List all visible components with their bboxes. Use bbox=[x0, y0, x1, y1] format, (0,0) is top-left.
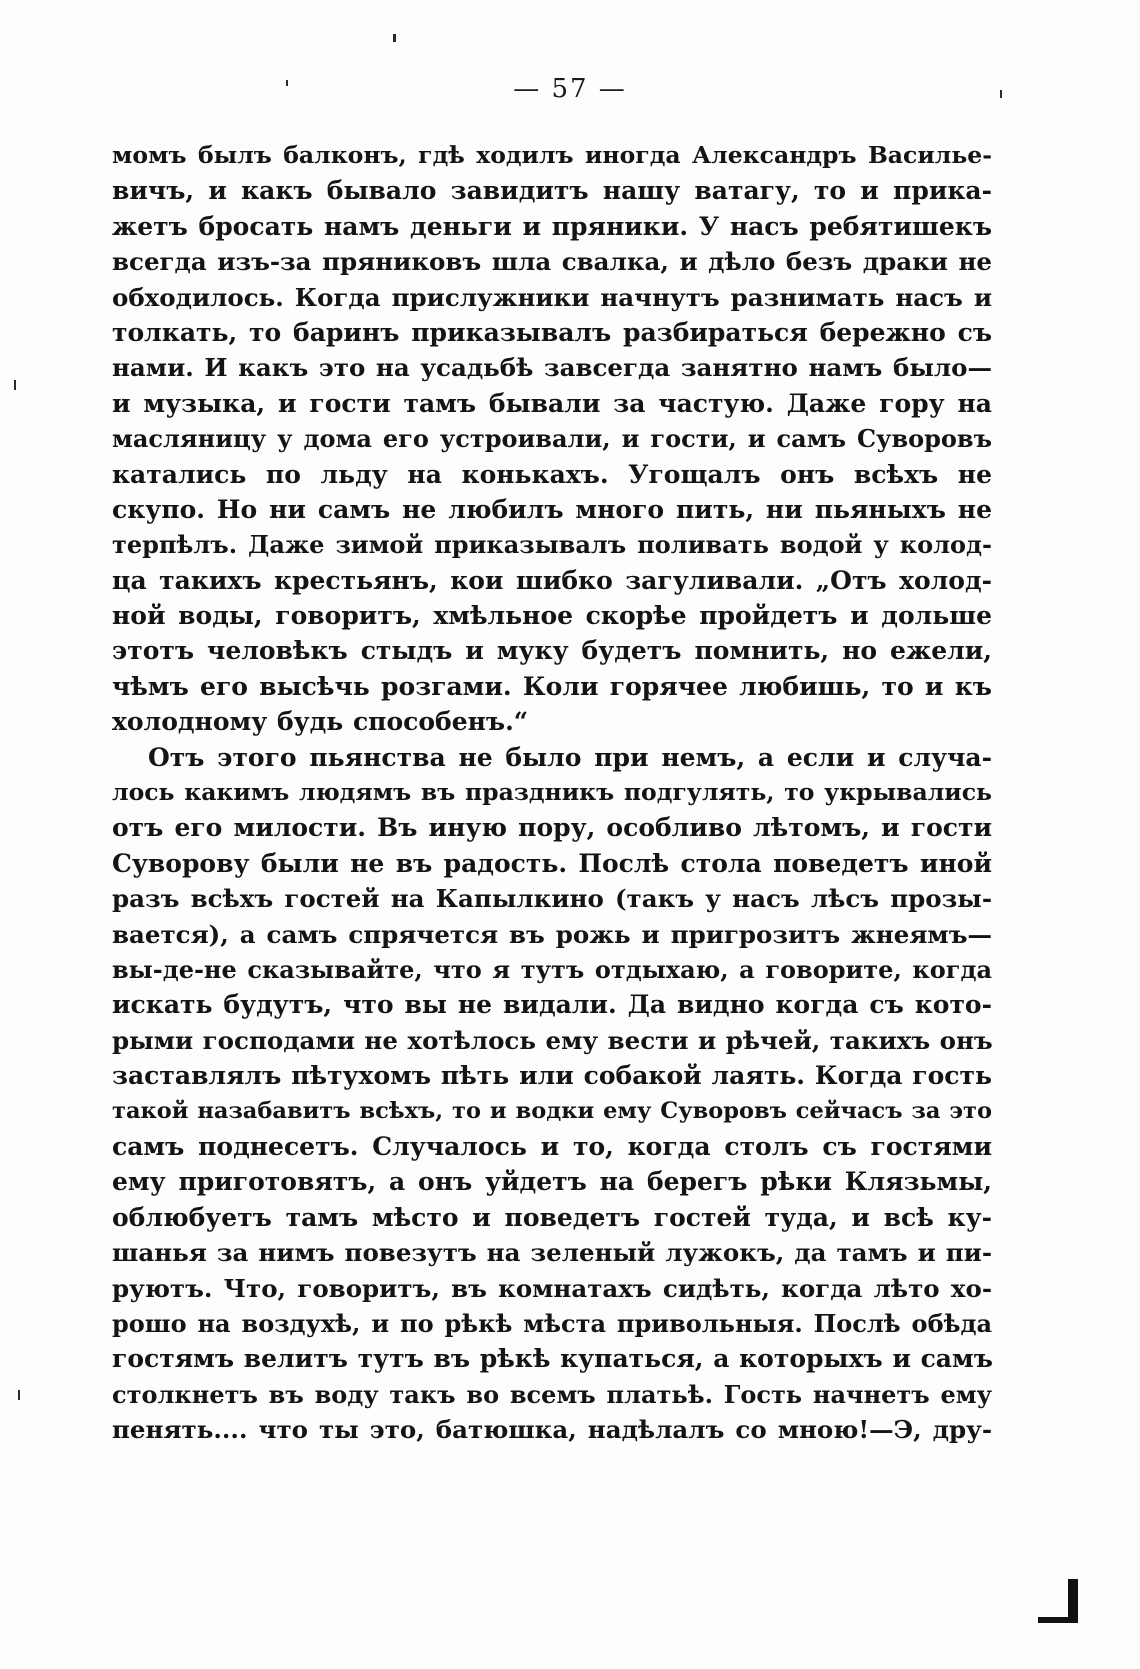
text-line: гостямъ велитъ тутъ въ рѣкѣ купаться, а которыхъ и самъ bbox=[112, 1344, 993, 1374]
text-line: искать будутъ, что вы не видали. Да видно когда съ кото- bbox=[112, 990, 992, 1020]
text-line: жетъ бросать намъ деньги и пряники. У насъ ребятишекъ bbox=[112, 211, 992, 241]
text-line: обходилось. Когда прислужники начнутъ разнимать насъ и bbox=[112, 282, 992, 312]
text-line: столкнетъ въ воду такъ во всемъ платьѣ. Гость начнетъ ему bbox=[112, 1379, 992, 1409]
text-line: чѣмъ его высѣчь розгами. Коли горячее любишь, то и къ bbox=[112, 671, 992, 701]
body-text bbox=[112, 138, 992, 1447]
text-line: ца такихъ крестьянъ, кои шибко загуливали. „Отъ холод- bbox=[112, 565, 992, 595]
text-line: вичъ, и какъ бывало завидитъ нашу ватагу, то и прика- bbox=[112, 176, 992, 206]
scan-speck bbox=[18, 1390, 20, 1400]
text-line: ему приготовятъ, а онъ уйдетъ на берегъ рѣки Клязьмы, bbox=[112, 1167, 992, 1197]
text-line: шанья за нимъ повезутъ на зеленый лужокъ, да тамъ и пи- bbox=[112, 1238, 992, 1268]
text-line: этотъ человѣкъ стыдъ и муку будетъ помнить, но ежели, bbox=[112, 636, 992, 666]
text-line: масляницу у дома его устроивали, и гости, и самъ Суворовъ bbox=[112, 424, 992, 454]
text-line: облюбуетъ тамъ мѣсто и поведетъ гостей туда, и всѣ ку- bbox=[112, 1202, 992, 1232]
text-line: момъ былъ балконъ, гдѣ ходилъ иногда Александръ Василье- bbox=[112, 141, 992, 169]
text-line: пенять.... что ты это, батюшка, надѣлалъ со мною!—Э, дру- bbox=[112, 1415, 992, 1445]
text-line: катались по льду на конькахъ. Угощалъ онъ всѣхъ не bbox=[112, 459, 992, 489]
text-line: холодному будь способенъ.“ bbox=[112, 707, 529, 737]
scan-speck bbox=[393, 34, 396, 42]
scan-edge-mark bbox=[1068, 1579, 1078, 1623]
text-line: отъ его милости. Въ иную пору, особливо лѣтомъ, и гости bbox=[112, 813, 992, 843]
text-line: самъ поднесетъ. Случалось и то, когда столъ съ гостями bbox=[112, 1131, 992, 1161]
text-line: ной воды, говоритъ, хмѣльное скорѣе пройдетъ и дольше bbox=[112, 601, 992, 631]
text-line: рошо на воздухѣ, и по рѣкѣ мѣста привольныя. Послѣ обѣда bbox=[112, 1308, 992, 1338]
text-line: терпѣлъ. Даже зимой приказывалъ поливать водой у колод- bbox=[112, 530, 992, 560]
text-line: заставлялъ пѣтухомъ пѣть или собакой лаять. Когда гость bbox=[112, 1061, 992, 1091]
text-line: руютъ. Что, говоритъ, въ комнатахъ сидѣть, когда лѣто хо- bbox=[112, 1273, 992, 1303]
text-line: Суворову были не въ радость. Послѣ стола поведетъ иной bbox=[112, 848, 992, 878]
text-line: разъ всѣхъ гостей на Капылкино (такъ у насъ лѣсъ прозы- bbox=[112, 884, 992, 914]
page-number: — 57 — bbox=[513, 74, 627, 104]
text-line: толкать, то баринъ приказывалъ разбираться бережно съ bbox=[112, 317, 992, 347]
text-line: и музыка, и гости тамъ бывали за частую. Даже гору на bbox=[112, 388, 992, 418]
text-line: вается), а самъ спрячется въ рожь и пригрозитъ жнеямъ— bbox=[112, 919, 992, 949]
text-line: скупо. Но ни самъ не любилъ много пить, ни пьяныхъ не bbox=[112, 494, 992, 524]
text-line: всегда изъ-за пряниковъ шла свалка, и дѣло безъ драки не bbox=[112, 247, 992, 277]
text-line: такой назабавитъ всѣхъ, то и водки ему Суворовъ сейчасъ за это bbox=[112, 1097, 992, 1124]
text-line: лось какимъ людямъ въ праздникъ подгулять, то укрывались bbox=[112, 778, 992, 807]
text-line: вы-де-не сказывайте, что я тутъ отдыхаю, а говорите, когда bbox=[112, 954, 992, 984]
text-line: нами. И какъ это на усадьбѣ завсегда занятно намъ было— bbox=[112, 353, 992, 383]
paragraph-first-line: Отъ этого пьянства не было при немъ, а если и случа- bbox=[148, 742, 992, 772]
text-line: рыми господами не хотѣлось ему вести и рѣчей, такихъ онъ bbox=[112, 1025, 993, 1055]
scan-speck bbox=[14, 380, 16, 390]
